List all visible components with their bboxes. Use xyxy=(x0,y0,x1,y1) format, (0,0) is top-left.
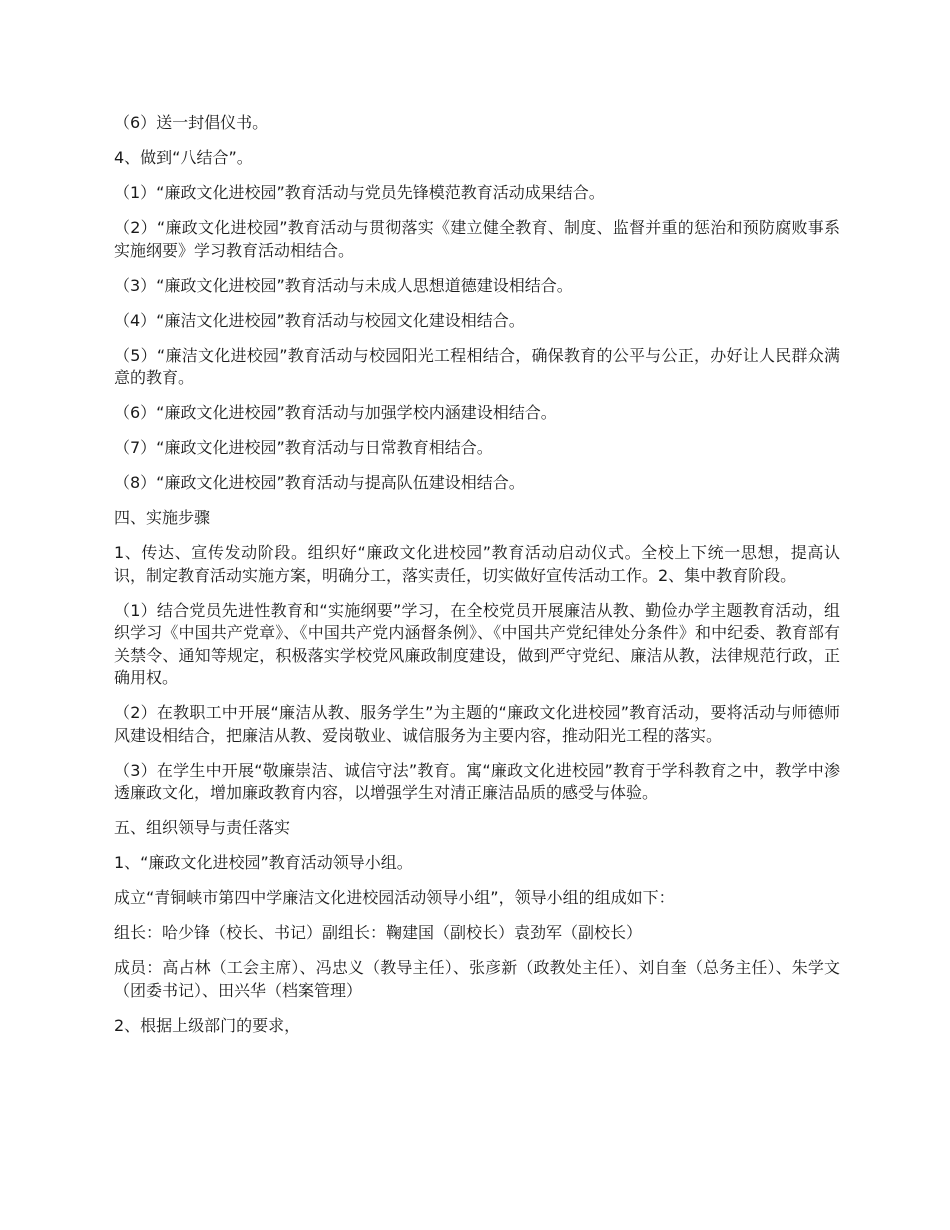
paragraph: （1）“廉政文化进校园”教育活动与党员先锋模范教育活动成果结合。 xyxy=(114,183,605,202)
paragraph: （6）送一封倡仪书。 xyxy=(114,113,269,132)
paragraph: （7）“廉政文化进校园”教育活动与日常教育相结合。 xyxy=(114,438,493,457)
paragraph: （2）在教职工中开展“廉洁从教、服务学生”为主题的“廉政文化进校园”教育活动，要将活动与师德师风建设相结合，把廉洁从教、爱岗敬业、诚信服务为主要内容，推动阳光工程的落实。 xyxy=(114,703,840,745)
paragraph: （4）“廉洁文化进校园”教育活动与校园文化建设相结合。 xyxy=(114,310,525,330)
paragraph: 2、根据上级部门的要求， xyxy=(114,1015,301,1035)
paragraph: 成员：高占林（工会主席）、冯忠义（教导主任）、张彦新（政教处主任）、刘自奎（总务主任）、朱学文（团委书记）、田兴华（档案管理） xyxy=(114,958,840,1000)
section-heading: 五、组织领导与责任落实 xyxy=(114,818,291,837)
paragraph: （3）“廉政文化进校园”教育活动与未成人思想道德建设相结合。 xyxy=(114,275,573,295)
paragraph: 成立“青铜峡市第四中学廉洁文化进校园活动领导小组”，领导小组的组成如下： xyxy=(114,888,675,907)
paragraph: 1、传达、宣传发动阶段。组织好“廉政文化进校园”教育活动启动仪式。全校上下统一思想，提高认识，制定教育活动实施方案，明确分工，落实责任，切实做好宣传活动工作。2、集中教育阶段。 xyxy=(114,543,840,585)
paragraph: 组长：哈少锋（校长、书记）副组长：鞠建国（副校长）袁劲军（副校长） xyxy=(114,923,643,942)
section-heading: 四、实施步骤 xyxy=(114,508,211,527)
paragraph: （6）“廉政文化进校园”教育活动与加强学校内涵建设相结合。 xyxy=(114,403,557,422)
paragraph: （2）“廉政文化进校园”教育活动与贯彻落实《建立健全教育、制度、监督并重的惩治和预防腐败事系实施纲要》学习教育活动相结合。 xyxy=(114,218,840,260)
paragraph: 1、“廉政文化进校园”教育活动领导小组。 xyxy=(114,853,413,872)
paragraph: （8）“廉政文化进校园”教育活动与提高队伍建设相结合。 xyxy=(114,473,525,492)
document-body xyxy=(114,112,840,1050)
paragraph: （1）结合党员先进性教育和“实施纲要”学习，在全校党员开展廉洁从教、勤俭办学主题教育活动，组织学习《中国共产党章》、《中国共产党内涵督条例》、《中国共产党纪律处分条件》和中纪委、教育部有关禁令、通知等规定，积极落实学校党风廉政制度建设，做到严守党纪、廉洁从教，法律规范行政，正确用权。 xyxy=(114,600,840,687)
paragraph: 4、做到“八结合”。 xyxy=(114,148,253,167)
paragraph: （5）“廉洁文化进校园”教育活动与校园阳光工程相结合，确保教育的公平与公正，办好让人民群众满意的教育。 xyxy=(114,345,840,387)
paragraph: （3）在学生中开展“敬廉崇洁、诚信守法”教育。寓“廉政文化进校园”教育于学科教育之中，教学中渗透廉政文化，增加廉政教育内容，以增强学生对清正廉洁品质的感受与体验。 xyxy=(114,760,840,802)
